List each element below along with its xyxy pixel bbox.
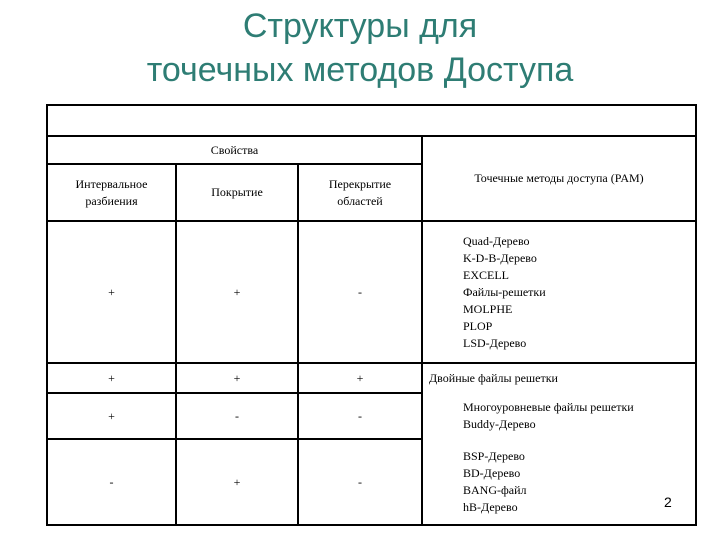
- row1-overlap: -: [358, 284, 362, 299]
- row3-overlap: -: [358, 408, 362, 423]
- row3-methods: Многоуровневые файлы решетки Buddy-Дерево: [463, 400, 634, 431]
- row3-coverage: -: [235, 408, 239, 423]
- row4-interval: -: [109, 474, 114, 489]
- row4-coverage: +: [233, 474, 241, 489]
- header-overlap: Перекрытие областей: [328, 176, 392, 208]
- row2-coverage: +: [233, 370, 241, 385]
- row2-overlap: +: [356, 370, 364, 385]
- row4-methods: BSP-Дерево BD-Дерево BANG-файл hB-Дерево: [463, 449, 527, 514]
- header-interval-partition: Интервальное разбиения: [75, 176, 148, 208]
- page-number: 2: [664, 494, 672, 510]
- table-border-top: [46, 104, 697, 106]
- row3-interval: +: [108, 408, 115, 423]
- row2-interval: +: [108, 370, 115, 385]
- row1-methods: Quad-Дерево K-D-B-Дерево EXCELL Файлы-решетки MOLPHE PLOP LSD-Дерево: [463, 233, 546, 350]
- table-border-right: [695, 104, 697, 526]
- header-properties: Свойства: [210, 142, 259, 157]
- row4-overlap: -: [358, 474, 362, 489]
- title-line-2: точечных методов Доступа: [146, 51, 574, 89]
- row1-coverage: +: [233, 284, 241, 299]
- row1-interval: +: [108, 284, 115, 299]
- header-coverage: Покрытие: [211, 185, 263, 199]
- title-line-1: Структуры для: [242, 7, 478, 45]
- row2-methods: Двойные файлы решетки: [429, 370, 558, 385]
- table-border-bottom: [46, 524, 697, 526]
- header-pam: Точечные методы доступа (PAM): [474, 171, 644, 185]
